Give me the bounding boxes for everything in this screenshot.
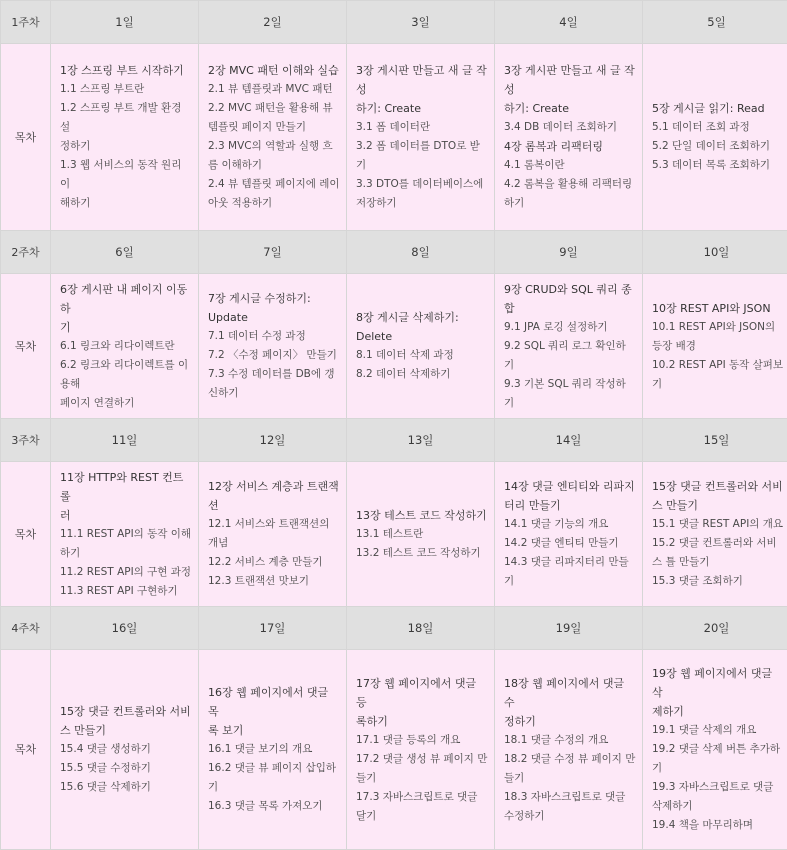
week-content-row xyxy=(1,462,787,607)
chapter-list xyxy=(60,702,192,797)
section-item: 수정하기 xyxy=(504,807,636,826)
chapter-title: 18장 웹 페이지에서 댓글 수 xyxy=(504,674,636,712)
section-item: 기 xyxy=(504,572,636,591)
section-item: 6.1 링크와 리다이렉트란 xyxy=(60,337,192,356)
day-header: 11일 xyxy=(51,419,199,462)
chapter-title: 10장 REST API와 JSON xyxy=(652,299,784,318)
chapter-title: 6장 게시판 내 페이지 이동하 xyxy=(60,280,192,318)
section-item: 기 xyxy=(504,356,636,375)
day-content-cell xyxy=(51,274,199,419)
chapter-title: 정하기 xyxy=(504,712,636,731)
chapter-title: 19장 웹 페이지에서 댓글 삭 xyxy=(652,664,784,702)
chapter-title: 스 만들기 xyxy=(60,721,192,740)
chapter-title: 5장 게시글 읽기: Read xyxy=(652,99,784,118)
chapter-title: 3장 게시판 만들고 새 글 작성 xyxy=(504,61,636,99)
section-item: 11.2 REST API의 구현 과정 xyxy=(60,563,192,582)
section-item: 9.3 기본 SQL 쿼리 작성하 xyxy=(504,375,636,394)
section-item: 기 xyxy=(356,156,488,175)
day-header: 15일 xyxy=(643,419,787,462)
section-item: 15.3 댓글 조회하기 xyxy=(652,572,784,591)
section-item: 하기 xyxy=(504,194,636,213)
day-header: 20일 xyxy=(643,607,787,650)
chapter-title: 기 xyxy=(60,318,192,337)
section-item: 11.1 REST API의 동작 이해 xyxy=(60,525,192,544)
section-item: 기 xyxy=(504,394,636,413)
section-item: 3.1 폼 데이터란 xyxy=(356,118,488,137)
day-header: 19일 xyxy=(495,607,643,650)
section-item: 14.3 댓글 리파지터리 만들 xyxy=(504,553,636,572)
section-item: 용해 xyxy=(60,375,192,394)
chapter-title: 하기: Create xyxy=(504,99,636,118)
row-label-toc: 목차 xyxy=(1,462,51,607)
section-item: 4.1 롬복이란 xyxy=(504,156,636,175)
chapter-list xyxy=(504,280,636,413)
chapter-list xyxy=(652,664,784,835)
chapter-list xyxy=(60,61,192,213)
section-item: 12.2 서비스 계층 만들기 xyxy=(208,553,340,572)
chapter-title: 4장 롬복과 리팩터링 xyxy=(504,137,636,156)
section-item: 10.2 REST API 동작 살펴보 xyxy=(652,356,784,375)
row-label-toc: 목차 xyxy=(1,44,51,231)
section-item: 2.4 뷰 템플릿 페이지에 레이 xyxy=(208,175,340,194)
section-item: 개념 xyxy=(208,534,340,553)
section-item: 삭제하기 xyxy=(652,797,784,816)
week-content-row xyxy=(1,650,787,850)
section-item: 9.2 SQL 쿼리 로그 확인하 xyxy=(504,337,636,356)
chapter-title: 제하기 xyxy=(652,702,784,721)
day-content-cell xyxy=(51,462,199,607)
day-header: 3일 xyxy=(347,1,495,44)
section-item: 19.4 책을 마무리하며 xyxy=(652,816,784,835)
week-label: 1주차 xyxy=(1,1,51,44)
section-item: 6.2 링크와 리다이렉트를 이 xyxy=(60,356,192,375)
section-item: 1.2 스프링 부트 개발 환경 설 xyxy=(60,99,192,137)
section-item: 11.3 REST API 구현하기 xyxy=(60,582,192,601)
chapter-title: 록하기 xyxy=(356,712,488,731)
chapter-list xyxy=(208,289,340,403)
section-item: 신하기 xyxy=(208,384,340,403)
day-header: 8일 xyxy=(347,231,495,274)
chapter-list xyxy=(208,61,340,213)
day-header: 17일 xyxy=(199,607,347,650)
day-content-cell xyxy=(347,462,495,607)
chapter-list xyxy=(652,477,784,591)
section-item: 름 이해하기 xyxy=(208,156,340,175)
section-item: 18.3 자바스크립트로 댓글 xyxy=(504,788,636,807)
chapter-list xyxy=(60,280,192,413)
section-item: 17.1 댓글 등록의 개요 xyxy=(356,731,488,750)
section-item: 달기 xyxy=(356,807,488,826)
chapter-title: Delete xyxy=(356,327,488,346)
row-label-toc: 목차 xyxy=(1,650,51,850)
section-item: 2.2 MVC 패턴을 활용해 뷰 xyxy=(208,99,340,118)
section-item: 12.1 서비스와 트랜잭션의 xyxy=(208,515,340,534)
section-item: 스 틀 만들기 xyxy=(652,553,784,572)
week-header-row xyxy=(1,231,787,274)
day-header: 7일 xyxy=(199,231,347,274)
week-label: 3주차 xyxy=(1,419,51,462)
chapter-title: 7장 게시글 수정하기: xyxy=(208,289,340,308)
section-item: 15.5 댓글 수정하기 xyxy=(60,759,192,778)
day-header: 1일 xyxy=(51,1,199,44)
chapter-title: 하기: Create xyxy=(356,99,488,118)
section-item: 7.2 〈수정 페이지〉 만들기 xyxy=(208,346,340,365)
day-header: 16일 xyxy=(51,607,199,650)
day-header: 10일 xyxy=(643,231,787,274)
section-item: 16.2 댓글 뷰 페이지 삽입하 xyxy=(208,759,340,778)
section-item: 19.3 자바스크립트로 댓글 xyxy=(652,778,784,797)
chapter-title: 스 만들기 xyxy=(652,496,784,515)
chapter-title: 16장 웹 페이지에서 댓글 목 xyxy=(208,683,340,721)
week-content-row xyxy=(1,274,787,419)
section-item: 9.1 JPA 로깅 설정하기 xyxy=(504,318,636,337)
day-content-cell xyxy=(347,274,495,419)
chapter-title: 12장 서비스 계층과 트랜잭 xyxy=(208,477,340,496)
section-item: 15.6 댓글 삭제하기 xyxy=(60,778,192,797)
section-item: 8.1 데이터 삭제 과정 xyxy=(356,346,488,365)
chapter-title: 15장 댓글 컨트롤러와 서비 xyxy=(60,702,192,721)
section-item: 10.1 REST API와 JSON의 xyxy=(652,318,784,337)
section-item: 15.2 댓글 컨트롤러와 서비 xyxy=(652,534,784,553)
section-item: 15.4 댓글 생성하기 xyxy=(60,740,192,759)
chapter-list xyxy=(208,477,340,591)
chapter-list xyxy=(208,683,340,816)
section-item: 들기 xyxy=(504,769,636,788)
chapter-title: 록 보기 xyxy=(208,721,340,740)
section-item: 12.3 트랜잭션 맛보기 xyxy=(208,572,340,591)
section-item: 기 xyxy=(652,375,784,394)
week-header-row xyxy=(1,607,787,650)
day-content-cell xyxy=(495,44,643,231)
day-header: 14일 xyxy=(495,419,643,462)
section-item: 4.2 롬복을 활용해 리팩터링 xyxy=(504,175,636,194)
section-item: 7.3 수정 데이터를 DB에 갱 xyxy=(208,365,340,384)
chapter-title: Update xyxy=(208,308,340,327)
day-content-cell xyxy=(199,650,347,850)
day-content-cell xyxy=(643,462,787,607)
section-item: 14.2 댓글 엔티티 만들기 xyxy=(504,534,636,553)
chapter-title: 러 xyxy=(60,506,192,525)
chapter-title: 1장 스프링 부트 시작하기 xyxy=(60,61,192,80)
section-item: 13.2 테스트 코드 작성하기 xyxy=(356,544,488,563)
chapter-list xyxy=(356,61,488,213)
section-item: 3.3 DTO를 데이터베이스에 xyxy=(356,175,488,194)
day-header: 4일 xyxy=(495,1,643,44)
day-content-cell xyxy=(495,650,643,850)
day-content-cell xyxy=(643,650,787,850)
chapter-title: 션 xyxy=(208,496,340,515)
day-content-cell xyxy=(347,650,495,850)
week-header-row xyxy=(1,419,787,462)
chapter-title: 터리 만들기 xyxy=(504,496,636,515)
chapter-list xyxy=(504,477,636,591)
week-header-row xyxy=(1,1,787,44)
section-item: 2.1 뷰 템플릿과 MVC 패턴 xyxy=(208,80,340,99)
week-label: 4주차 xyxy=(1,607,51,650)
section-item: 1.3 웹 서비스의 동작 원리 이 xyxy=(60,156,192,194)
chapter-title: 9장 CRUD와 SQL 쿼리 종합 xyxy=(504,280,636,318)
section-item: 기 xyxy=(652,759,784,778)
section-item: 정하기 xyxy=(60,137,192,156)
section-item: 템플릿 페이지 만들기 xyxy=(208,118,340,137)
chapter-list xyxy=(356,674,488,826)
section-item: 하기 xyxy=(60,544,192,563)
section-item: 14.1 댓글 기능의 개요 xyxy=(504,515,636,534)
section-item: 들기 xyxy=(356,769,488,788)
section-item: 16.1 댓글 보기의 개요 xyxy=(208,740,340,759)
section-item: 2.3 MVC의 역할과 실행 흐 xyxy=(208,137,340,156)
day-header: 9일 xyxy=(495,231,643,274)
day-content-cell xyxy=(495,462,643,607)
section-item: 19.1 댓글 삭제의 개요 xyxy=(652,721,784,740)
section-item: 7.1 데이터 수정 과정 xyxy=(208,327,340,346)
day-content-cell xyxy=(347,44,495,231)
section-item: 15.1 댓글 REST API의 개요 xyxy=(652,515,784,534)
section-item: 5.1 데이터 조회 과정 xyxy=(652,118,784,137)
section-item: 16.3 댓글 목록 가져오기 xyxy=(208,797,340,816)
chapter-list xyxy=(652,299,784,394)
day-content-cell xyxy=(643,44,787,231)
chapter-title: 13장 테스트 코드 작성하기 xyxy=(356,506,488,525)
day-header: 12일 xyxy=(199,419,347,462)
day-content-cell xyxy=(643,274,787,419)
section-item: 19.2 댓글 삭제 버튼 추가하 xyxy=(652,740,784,759)
section-item: 1.1 스프링 부트란 xyxy=(60,80,192,99)
week-content-row xyxy=(1,44,787,231)
section-item: 8.2 데이터 삭제하기 xyxy=(356,365,488,384)
section-item: 3.2 폼 데이터를 DTO로 받 xyxy=(356,137,488,156)
section-item: 등장 배경 xyxy=(652,337,784,356)
section-item: 페이지 연결하기 xyxy=(60,394,192,413)
section-item: 기 xyxy=(208,778,340,797)
day-header: 18일 xyxy=(347,607,495,650)
section-item: 저장하기 xyxy=(356,194,488,213)
chapter-title: 17장 웹 페이지에서 댓글 등 xyxy=(356,674,488,712)
chapter-list xyxy=(504,61,636,213)
day-header: 6일 xyxy=(51,231,199,274)
chapter-title: 11장 HTTP와 REST 컨트롤 xyxy=(60,468,192,506)
section-item: 17.3 자바스크립트로 댓글 xyxy=(356,788,488,807)
day-content-cell xyxy=(199,274,347,419)
chapter-title: 14장 댓글 엔티티와 리파지 xyxy=(504,477,636,496)
section-item: 18.1 댓글 수정의 개요 xyxy=(504,731,636,750)
chapter-title: 8장 게시글 삭제하기: xyxy=(356,308,488,327)
week-label: 2주차 xyxy=(1,231,51,274)
day-header: 2일 xyxy=(199,1,347,44)
section-item: 5.3 데이터 목록 조회하기 xyxy=(652,156,784,175)
row-label-toc: 목차 xyxy=(1,274,51,419)
day-content-cell xyxy=(199,462,347,607)
day-content-cell xyxy=(199,44,347,231)
day-header: 13일 xyxy=(347,419,495,462)
day-content-cell xyxy=(51,44,199,231)
day-header: 5일 xyxy=(643,1,787,44)
chapter-title: 15장 댓글 컨트롤러와 서비 xyxy=(652,477,784,496)
section-item: 5.2 단일 데이터 조회하기 xyxy=(652,137,784,156)
day-content-cell xyxy=(495,274,643,419)
section-item: 13.1 테스트란 xyxy=(356,525,488,544)
section-item: 아웃 적용하기 xyxy=(208,194,340,213)
chapter-title: 2장 MVC 패턴 이해와 실습 xyxy=(208,61,340,80)
chapter-list xyxy=(652,99,784,175)
chapter-list xyxy=(504,674,636,826)
chapter-list xyxy=(356,308,488,384)
chapter-list xyxy=(356,506,488,563)
section-item: 3.4 DB 데이터 조회하기 xyxy=(504,118,636,137)
chapter-title: 3장 게시판 만들고 새 글 작성 xyxy=(356,61,488,99)
section-item: 17.2 댓글 생성 뷰 페이지 만 xyxy=(356,750,488,769)
day-content-cell xyxy=(51,650,199,850)
section-item: 18.2 댓글 수정 뷰 페이지 만 xyxy=(504,750,636,769)
chapter-list xyxy=(60,468,192,601)
section-item: 해하기 xyxy=(60,194,192,213)
